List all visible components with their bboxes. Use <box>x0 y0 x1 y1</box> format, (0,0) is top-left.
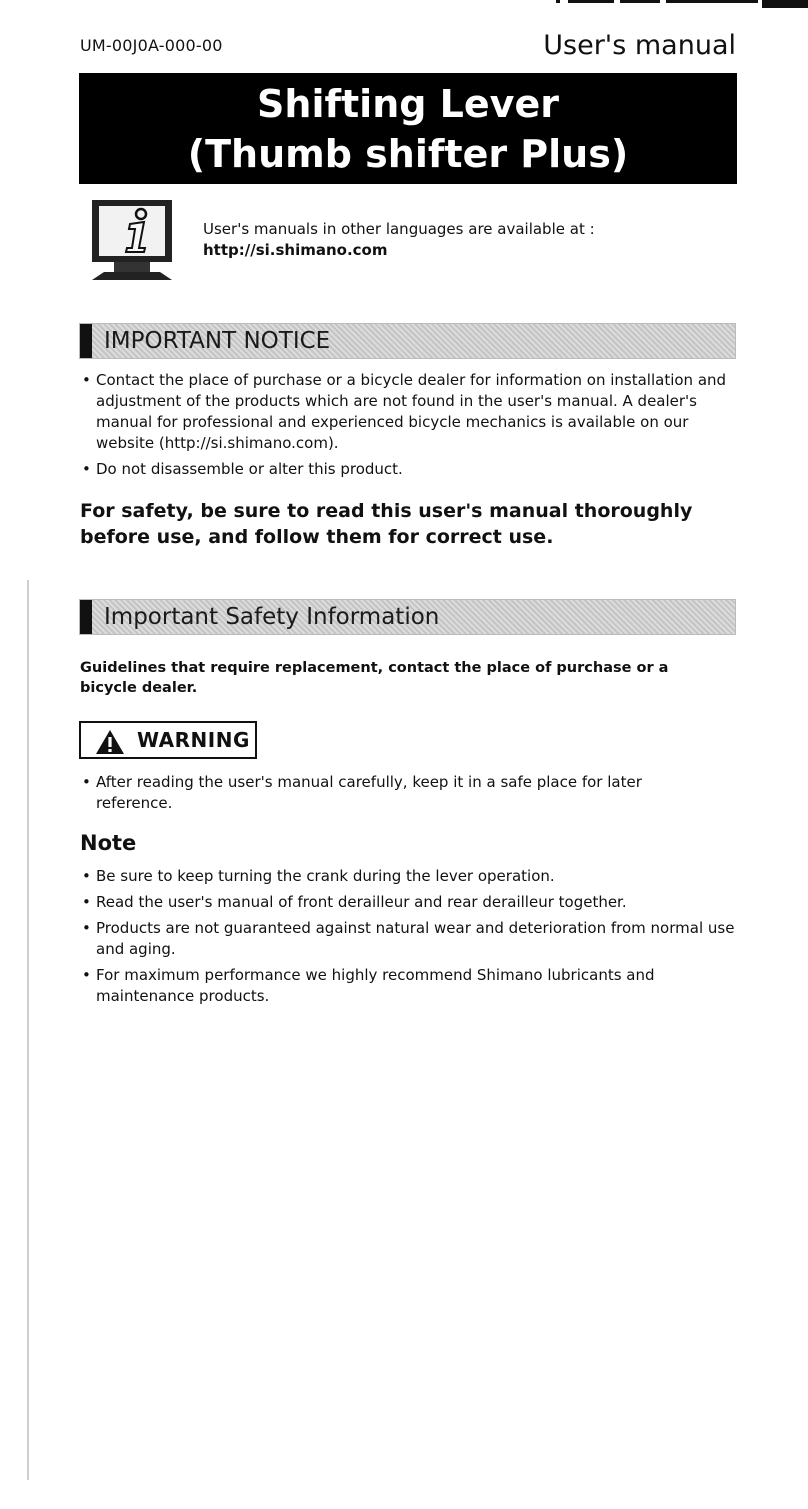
document-type: User's manual <box>543 30 736 61</box>
warning-list <box>80 772 720 819</box>
list-item: • For maximum performance we highly recommend Shimano lubricants and maintenance products. <box>80 965 740 1007</box>
list-item: • Read the user's manual of front derailleur and rear derailleur together. <box>80 892 740 913</box>
important-notice-heading: IMPORTANT NOTICE <box>104 328 331 354</box>
info-monitor-icon <box>86 196 178 282</box>
document-code: UM-00J0A-000-00 <box>80 36 223 55</box>
warning-triangle-icon <box>95 729 125 755</box>
safety-statement: For safety, be sure to read this user's manual thoroughly before use, and follow them for correct use. <box>80 500 693 548</box>
note-list <box>80 866 740 1012</box>
section-marker <box>80 324 92 358</box>
list-item: • Contact the place of purchase or a bicycle dealer for information on installation and adjustment of the products which are not found in the user's manual. A dealer's manual for professional and experienced bicycle mechanics is available on our website (http://si.shimano.com). <box>80 370 740 454</box>
language-note-text: User's manuals in other languages are available at : <box>203 220 595 238</box>
important-notice-header <box>79 323 736 359</box>
language-note <box>203 219 595 261</box>
list-item: • After reading the user's manual carefully, keep it in a safe place for later reference. <box>80 772 720 814</box>
warning-label: WARNING <box>137 728 250 752</box>
website-url: http://si.shimano.com <box>203 241 388 259</box>
guidelines-text: Guidelines that require replacement, contact the place of purchase or a bicycle dealer. <box>80 660 669 696</box>
list-item: • Products are not guaranteed against natural wear and deterioration from normal use and aging. <box>80 918 740 960</box>
list-item: • Be sure to keep turning the crank during the lever operation. <box>80 866 740 887</box>
section-marker <box>80 600 92 634</box>
important-notice-list <box>80 370 740 485</box>
note-heading: Note <box>80 831 137 855</box>
safety-info-heading: Important Safety Information <box>104 604 440 630</box>
title-line-1: Shifting Lever <box>257 82 559 126</box>
title-line-2: (Thumb shifter Plus) <box>187 132 629 176</box>
title-banner <box>79 73 737 184</box>
scan-margin-line <box>27 580 29 1480</box>
list-item: • Do not disassemble or alter this product. <box>80 459 740 480</box>
warning-label-box <box>79 721 257 759</box>
safety-info-header <box>79 599 736 635</box>
scan-edge-marks <box>508 0 808 10</box>
